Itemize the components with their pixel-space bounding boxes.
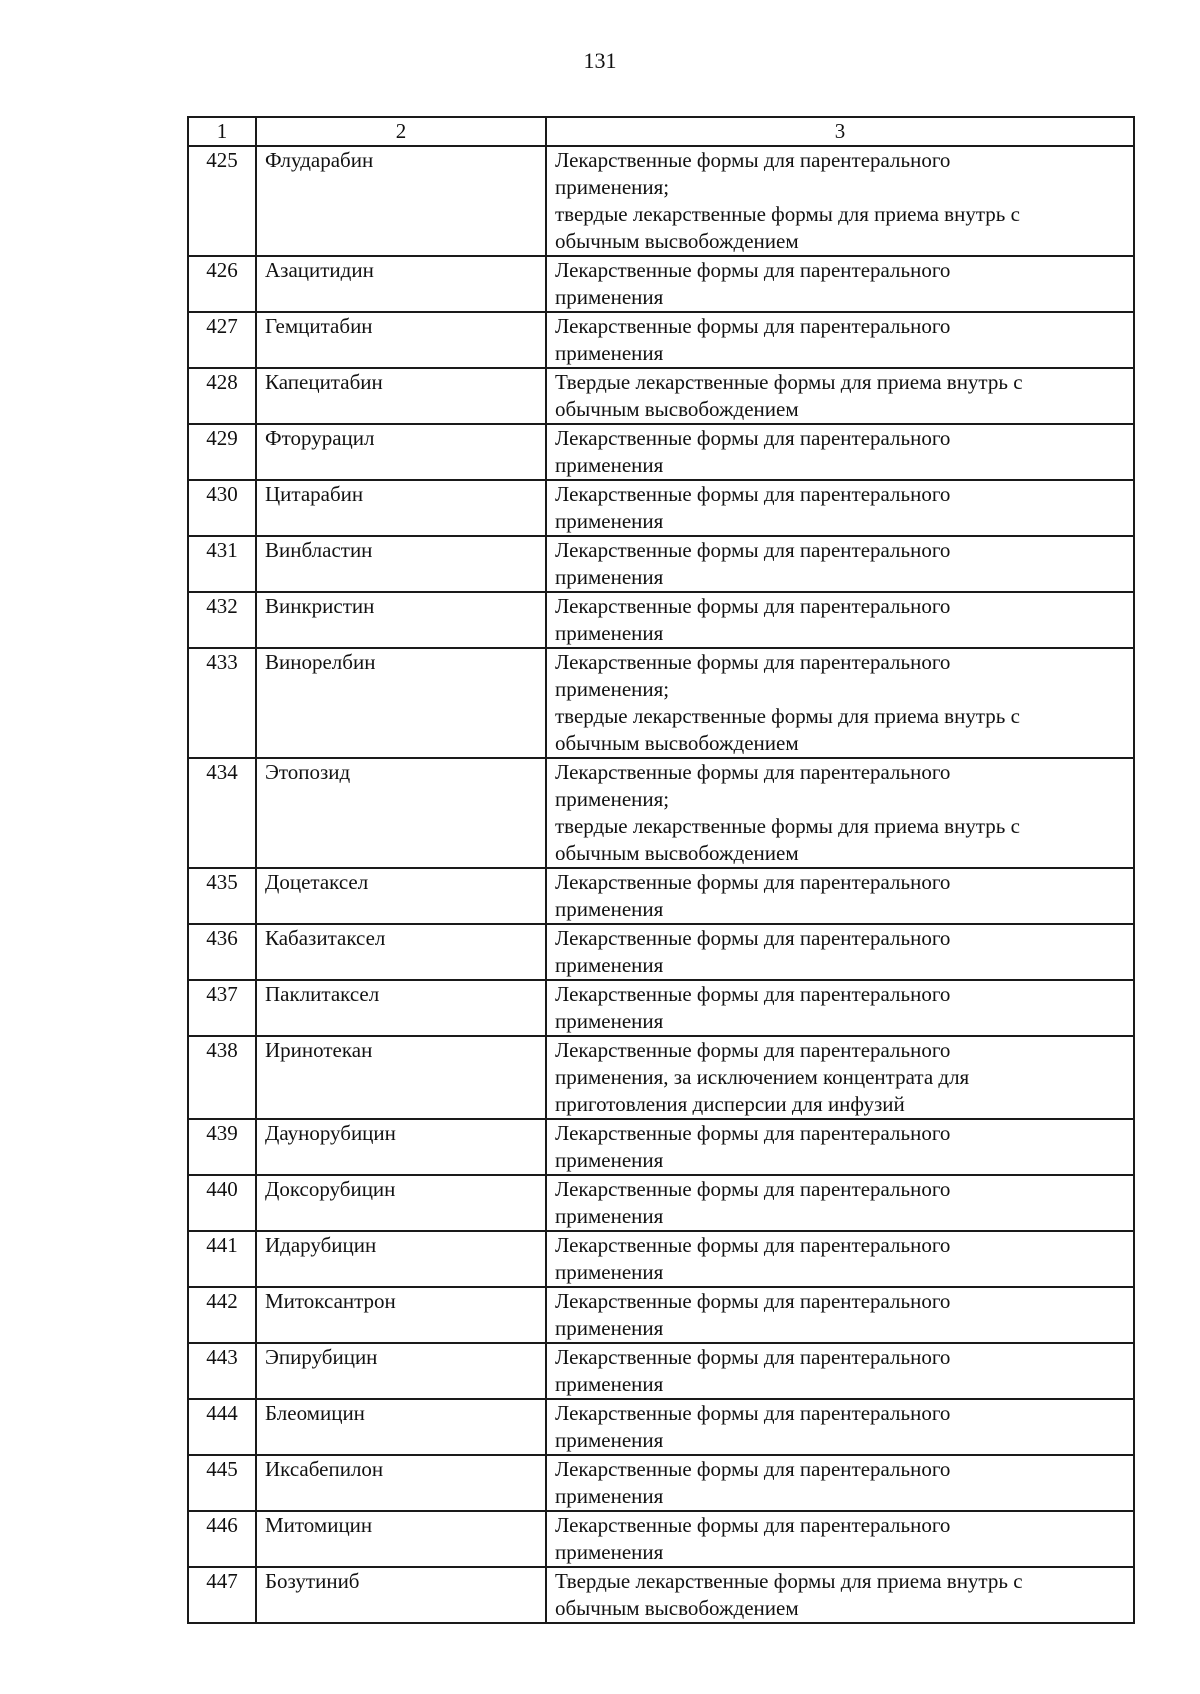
table-row <box>188 312 1134 368</box>
dosage-form-cell: Лекарственные формы для парентерального применения <box>546 480 1134 536</box>
drug-name-cell: Митомицин <box>256 1511 546 1567</box>
dosage-form-cell: Лекарственные формы для парентерального применения <box>546 592 1134 648</box>
row-number-cell: 444 <box>188 1399 256 1455</box>
row-number-cell: 430 <box>188 480 256 536</box>
header-cell-3: 3 <box>546 117 1134 146</box>
drug-name-cell: Эпирубицин <box>256 1343 546 1399</box>
row-number-cell: 425 <box>188 146 256 256</box>
drug-name-cell: Кабазитаксел <box>256 924 546 980</box>
table-row <box>188 1455 1134 1511</box>
row-number-cell: 435 <box>188 868 256 924</box>
drug-name-cell: Винбластин <box>256 536 546 592</box>
dosage-form-cell: Лекарственные формы для парентерального применения <box>546 536 1134 592</box>
drug-name-cell: Гемцитабин <box>256 312 546 368</box>
drug-name-cell: Идарубицин <box>256 1231 546 1287</box>
table-row <box>188 980 1134 1036</box>
row-number-cell: 439 <box>188 1119 256 1175</box>
dosage-form-cell: Лекарственные формы для парентерального применения; твердые лекарственные формы для приема внутрь с обычным высвобождением <box>546 648 1134 758</box>
table-row <box>188 1343 1134 1399</box>
dosage-form-cell: Лекарственные формы для парентерального применения <box>546 1455 1134 1511</box>
dosage-form-cell: Лекарственные формы для парентерального применения <box>546 980 1134 1036</box>
drug-name-cell: Бозутиниб <box>256 1567 546 1623</box>
dosage-form-cell: Лекарственные формы для парентерального применения <box>546 924 1134 980</box>
table-row <box>188 536 1134 592</box>
row-number-cell: 438 <box>188 1036 256 1119</box>
drug-name-cell: Азацитидин <box>256 256 546 312</box>
table-row <box>188 146 1134 256</box>
row-number-cell: 433 <box>188 648 256 758</box>
dosage-form-cell: Лекарственные формы для парентерального применения <box>546 312 1134 368</box>
drug-name-cell: Блеомицин <box>256 1399 546 1455</box>
row-number-cell: 442 <box>188 1287 256 1343</box>
row-number-cell: 432 <box>188 592 256 648</box>
drug-name-cell: Доцетаксел <box>256 868 546 924</box>
row-number-cell: 431 <box>188 536 256 592</box>
dosage-form-cell: Лекарственные формы для парентерального применения, за исключением концентрата для приготовления дисперсии для инфузий <box>546 1036 1134 1119</box>
drug-name-cell: Флударабин <box>256 146 546 256</box>
row-number-cell: 427 <box>188 312 256 368</box>
drug-name-cell: Цитарабин <box>256 480 546 536</box>
table-row <box>188 1119 1134 1175</box>
row-number-cell: 437 <box>188 980 256 1036</box>
drug-name-cell: Винкристин <box>256 592 546 648</box>
row-number-cell: 426 <box>188 256 256 312</box>
table-row <box>188 1036 1134 1119</box>
dosage-form-cell: Лекарственные формы для парентерального применения <box>546 1175 1134 1231</box>
row-number-cell: 446 <box>188 1511 256 1567</box>
drug-name-cell: Капецитабин <box>256 368 546 424</box>
dosage-form-cell: Лекарственные формы для парентерального применения <box>546 1511 1134 1567</box>
row-number-cell: 443 <box>188 1343 256 1399</box>
row-number-cell: 440 <box>188 1175 256 1231</box>
dosage-form-cell: Лекарственные формы для парентерального применения; твердые лекарственные формы для приема внутрь с обычным высвобождением <box>546 758 1134 868</box>
table-row <box>188 758 1134 868</box>
drug-name-cell: Фторурацил <box>256 424 546 480</box>
dosage-form-cell: Лекарственные формы для парентерального применения <box>546 1287 1134 1343</box>
drug-table <box>187 116 1135 1624</box>
table-header-row <box>188 117 1134 146</box>
table-row <box>188 1287 1134 1343</box>
dosage-form-cell: Твердые лекарственные формы для приема внутрь с обычным высвобождением <box>546 368 1134 424</box>
dosage-form-cell: Лекарственные формы для парентерального применения <box>546 1343 1134 1399</box>
drug-name-cell: Митоксантрон <box>256 1287 546 1343</box>
table-row <box>188 648 1134 758</box>
drug-name-cell: Винорелбин <box>256 648 546 758</box>
dosage-form-cell: Твердые лекарственные формы для приема внутрь с обычным высвобождением <box>546 1567 1134 1623</box>
table-row <box>188 1399 1134 1455</box>
dosage-form-cell: Лекарственные формы для парентерального применения; твердые лекарственные формы для приема внутрь с обычным высвобождением <box>546 146 1134 256</box>
drug-name-cell: Паклитаксел <box>256 980 546 1036</box>
row-number-cell: 436 <box>188 924 256 980</box>
table-row <box>188 924 1134 980</box>
row-number-cell: 447 <box>188 1567 256 1623</box>
row-number-cell: 428 <box>188 368 256 424</box>
row-number-cell: 445 <box>188 1455 256 1511</box>
table-row <box>188 480 1134 536</box>
table-row <box>188 424 1134 480</box>
dosage-form-cell: Лекарственные формы для парентерального применения <box>546 424 1134 480</box>
page-number: 131 <box>583 48 617 73</box>
table-row <box>188 256 1134 312</box>
header-cell-2: 2 <box>256 117 546 146</box>
row-number-cell: 434 <box>188 758 256 868</box>
table-row <box>188 368 1134 424</box>
dosage-form-cell: Лекарственные формы для парентерального применения <box>546 1399 1134 1455</box>
dosage-form-cell: Лекарственные формы для парентерального применения <box>546 868 1134 924</box>
drug-name-cell: Доксорубицин <box>256 1175 546 1231</box>
table-row <box>188 1231 1134 1287</box>
row-number-cell: 441 <box>188 1231 256 1287</box>
drug-name-cell: Даунорубицин <box>256 1119 546 1175</box>
dosage-form-cell: Лекарственные формы для парентерального применения <box>546 1231 1134 1287</box>
drug-name-cell: Этопозид <box>256 758 546 868</box>
table-row <box>188 868 1134 924</box>
table-row <box>188 1175 1134 1231</box>
table-row <box>188 592 1134 648</box>
dosage-form-cell: Лекарственные формы для парентерального применения <box>546 256 1134 312</box>
drug-name-cell: Иксабепилон <box>256 1455 546 1511</box>
header-cell-1: 1 <box>188 117 256 146</box>
table-row <box>188 1511 1134 1567</box>
table-row <box>188 1567 1134 1623</box>
dosage-form-cell: Лекарственные формы для парентерального применения <box>546 1119 1134 1175</box>
drug-name-cell: Иринотекан <box>256 1036 546 1119</box>
row-number-cell: 429 <box>188 424 256 480</box>
